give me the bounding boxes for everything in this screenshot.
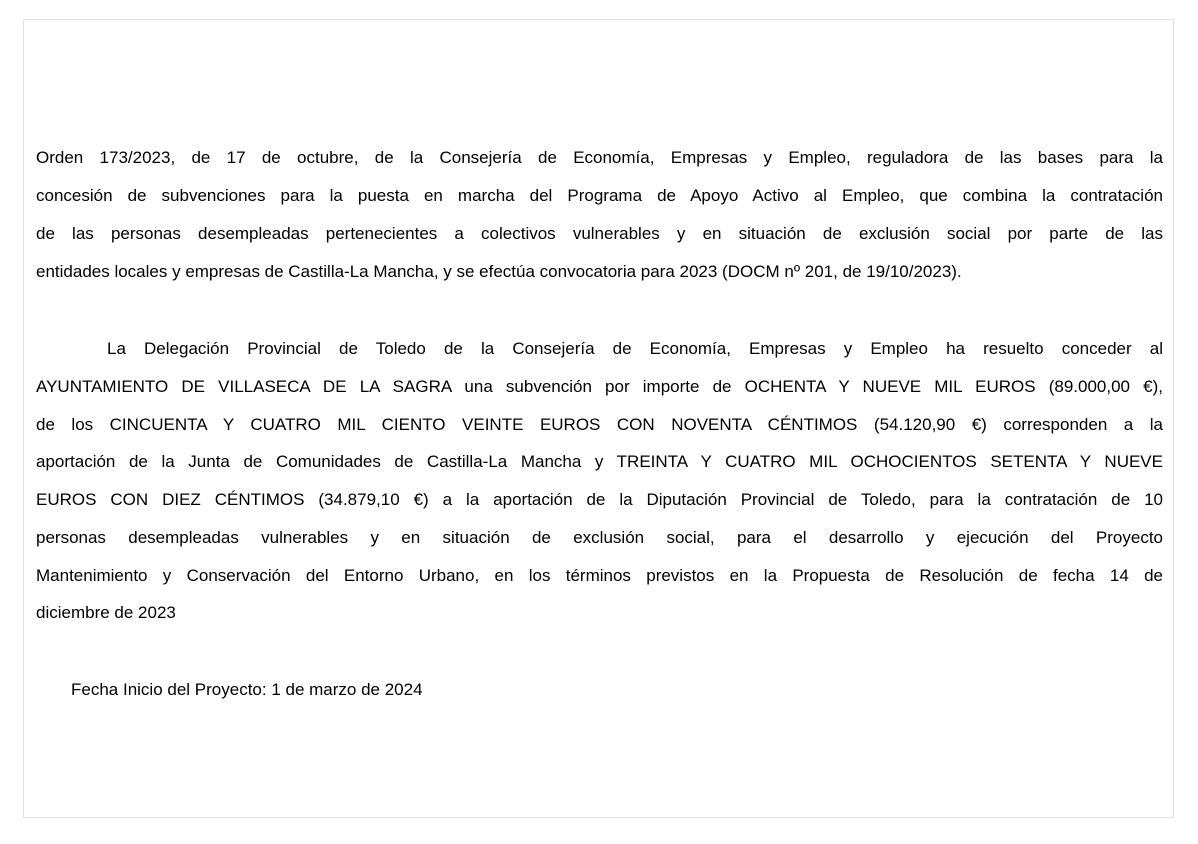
text-line: EUROS CON DIEZ CÉNTIMOS (34.879,10 €) a la aportación de la Diputación Provincial de Toledo, para la contratación de 10	[36, 490, 1163, 509]
text-line: La Delegación Provincial de Toledo de la Consejería de Economía, Empresas y Empleo ha resuelto conceder al	[107, 339, 1163, 358]
project-start-date: Fecha Inicio del Proyecto: 1 de marzo de 2024	[71, 680, 423, 699]
text-line: Mantenimiento y Conservación del Entorno Urbano, en los términos previstos en la Propuesta de Resolución de fecha 14 de	[36, 566, 1163, 585]
text-line: entidades locales y empresas de Castilla-La Mancha, y se efectúa convocatoria para 2023 (DOCM nº 201, de 19/10/2023).	[36, 262, 962, 281]
text-line: de las personas desempleadas pertenecientes a colectivos vulnerables y en situación de exclusión social por parte de las	[36, 224, 1163, 243]
text-line: Orden 173/2023, de 17 de octubre, de la Consejería de Economía, Empresas y Empleo, reguladora de las bases para la	[36, 148, 1163, 167]
text-line: de los CINCUENTA Y CUATRO MIL CIENTO VEINTE EUROS CON NOVENTA CÉNTIMOS (54.120,90 €) corresponden a la	[36, 415, 1163, 434]
text-line: AYUNTAMIENTO DE VILLASECA DE LA SAGRA una subvención por importe de OCHENTA Y NUEVE MIL EUROS (89.000,00 €),	[36, 377, 1163, 396]
text-line: aportación de la Junta de Comunidades de Castilla-La Mancha y TREINTA Y CUATRO MIL OCHOCIENTOS SETENTA Y NUEVE	[36, 452, 1163, 471]
text-line: concesión de subvenciones para la puesta en marcha del Programa de Apoyo Activo al Empleo, que combina la contratación	[36, 186, 1163, 205]
text-line: diciembre de 2023	[36, 603, 176, 622]
text-line: personas desempleadas vulnerables y en situación de exclusión social, para el desarrollo y ejecución del Proyecto	[36, 528, 1163, 547]
